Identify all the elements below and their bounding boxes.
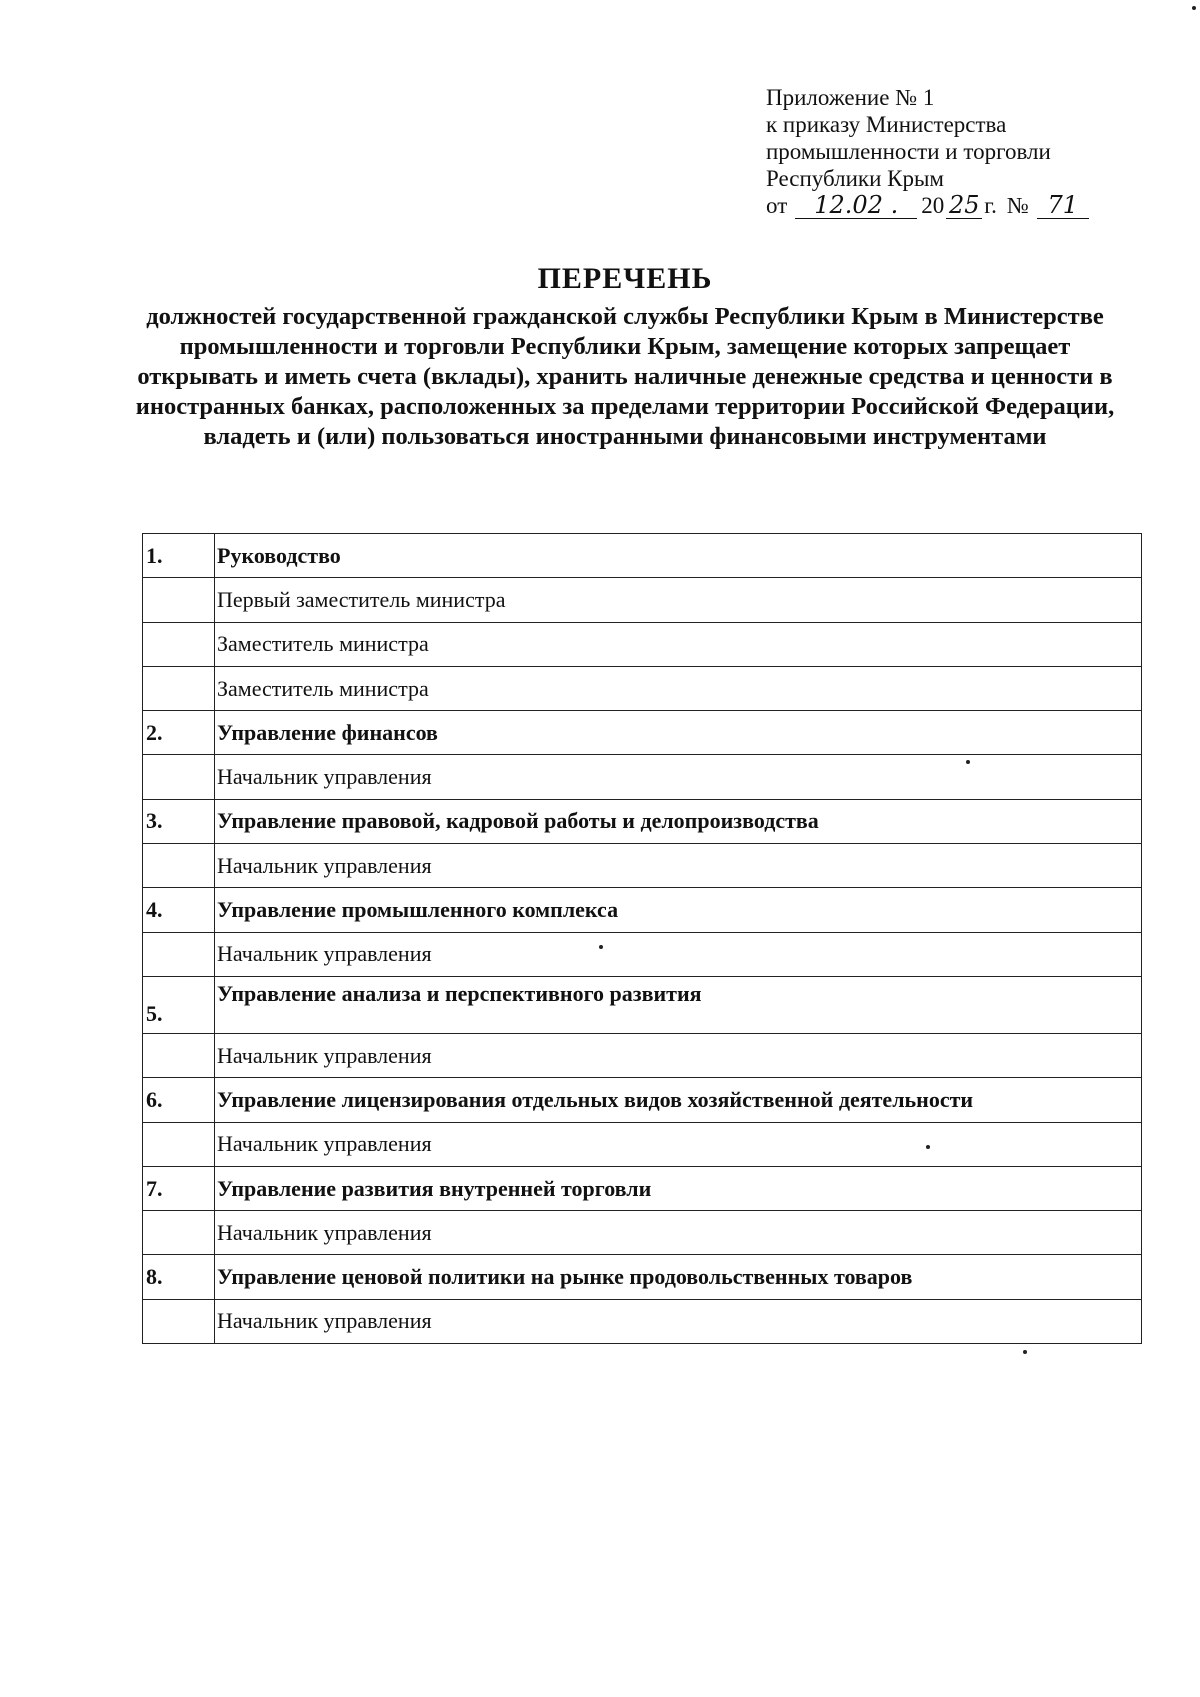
- year-prefix: 20: [921, 193, 945, 218]
- scan-speck: [926, 1145, 930, 1149]
- appendix-line-1: Приложение № 1: [766, 85, 935, 110]
- scan-speck: [966, 760, 970, 764]
- section-row: [143, 888, 1142, 932]
- year-suffix: г.: [984, 193, 997, 218]
- section-row: [143, 1255, 1142, 1299]
- row-number: [143, 666, 215, 710]
- row-number: [143, 844, 215, 888]
- position-row: [143, 844, 1142, 888]
- scan-speck: [1192, 6, 1196, 10]
- appendix-line-4: Республики Крым: [766, 166, 944, 191]
- row-number: 7.: [143, 1166, 215, 1210]
- position-name: Начальник управления: [215, 932, 1142, 976]
- positions-table: [142, 533, 1142, 1344]
- position-name: Начальник управления: [215, 844, 1142, 888]
- position-row: [143, 1033, 1142, 1077]
- appendix-line-2: к приказу Министерства: [766, 112, 1007, 137]
- number-label: №: [1006, 193, 1029, 218]
- position-row: [143, 1299, 1142, 1343]
- position-row: [143, 1211, 1142, 1255]
- appendix-block: [766, 84, 1106, 219]
- section-row: [143, 976, 1142, 1033]
- position-name: Начальник управления: [215, 1033, 1142, 1077]
- scan-speck: [1023, 1350, 1027, 1354]
- section-name: Управление развития внутренней торговли: [215, 1166, 1142, 1210]
- row-number: 8.: [143, 1255, 215, 1299]
- position-name: Заместитель министра: [215, 622, 1142, 666]
- position-row: [143, 755, 1142, 799]
- section-row: [143, 1078, 1142, 1122]
- row-number: 2.: [143, 711, 215, 755]
- row-number: [143, 1299, 215, 1343]
- section-name: Управление лицензирования отдельных видов хозяйственной деятельности: [215, 1078, 1142, 1122]
- section-row: [143, 1166, 1142, 1210]
- section-row: [143, 534, 1142, 578]
- position-name: Начальник управления: [215, 755, 1142, 799]
- section-row: [143, 799, 1142, 843]
- row-number: [143, 578, 215, 622]
- position-row: [143, 666, 1142, 710]
- position-row: [143, 1122, 1142, 1166]
- section-name: Управление промышленного комплекса: [215, 888, 1142, 932]
- row-number: 3.: [143, 799, 215, 843]
- row-number: 1.: [143, 534, 215, 578]
- position-name: Начальник управления: [215, 1122, 1142, 1166]
- position-name: Заместитель министра: [215, 666, 1142, 710]
- row-number: [143, 622, 215, 666]
- row-number: 4.: [143, 888, 215, 932]
- section-name: Управление финансов: [215, 711, 1142, 755]
- position-name: Первый заместитель министра: [215, 578, 1142, 622]
- section-row: [143, 711, 1142, 755]
- handwritten-date: 12.02 .: [795, 192, 917, 219]
- positions-table-body: [143, 534, 1142, 1344]
- document-subtitle: должностей государственной гражданской службы Республики Крым в Министерстве промышленности и торговли Республики Крым, замещение которых запрещает открывать и иметь счета (вклады), хранить наличные денежные средства и ценности в иностранных банках, расположенных за пределами территории Российской Федерации, владеть и (или) пользоваться иностранными финансовыми инструментами: [135, 303, 1115, 450]
- row-number: [143, 932, 215, 976]
- section-name: Управление анализа и перспективного развития: [215, 976, 1142, 1033]
- appendix-line-3: промышленности и торговли: [766, 139, 1051, 164]
- row-number: [143, 755, 215, 799]
- position-row: [143, 932, 1142, 976]
- section-name: Управление ценовой политики на рынке продовольственных товаров: [215, 1255, 1142, 1299]
- from-label: от: [766, 193, 788, 218]
- document-title: ПЕРЕЧЕНЬ: [537, 262, 713, 295]
- section-name: Руководство: [215, 534, 1142, 578]
- row-number: 6.: [143, 1078, 215, 1122]
- section-name: Управление правовой, кадровой работы и делопроизводства: [215, 799, 1142, 843]
- order-date-number-line: [766, 192, 1106, 219]
- row-number: 5.: [143, 976, 215, 1033]
- row-number: [143, 1211, 215, 1255]
- position-name: Начальник управления: [215, 1211, 1142, 1255]
- scan-speck: [599, 945, 603, 949]
- position-name: Начальник управления: [215, 1299, 1142, 1343]
- handwritten-order-number: 71: [1037, 192, 1089, 219]
- row-number: [143, 1122, 215, 1166]
- row-number: [143, 1033, 215, 1077]
- position-row: [143, 622, 1142, 666]
- handwritten-year: 25: [946, 192, 982, 219]
- position-row: [143, 578, 1142, 622]
